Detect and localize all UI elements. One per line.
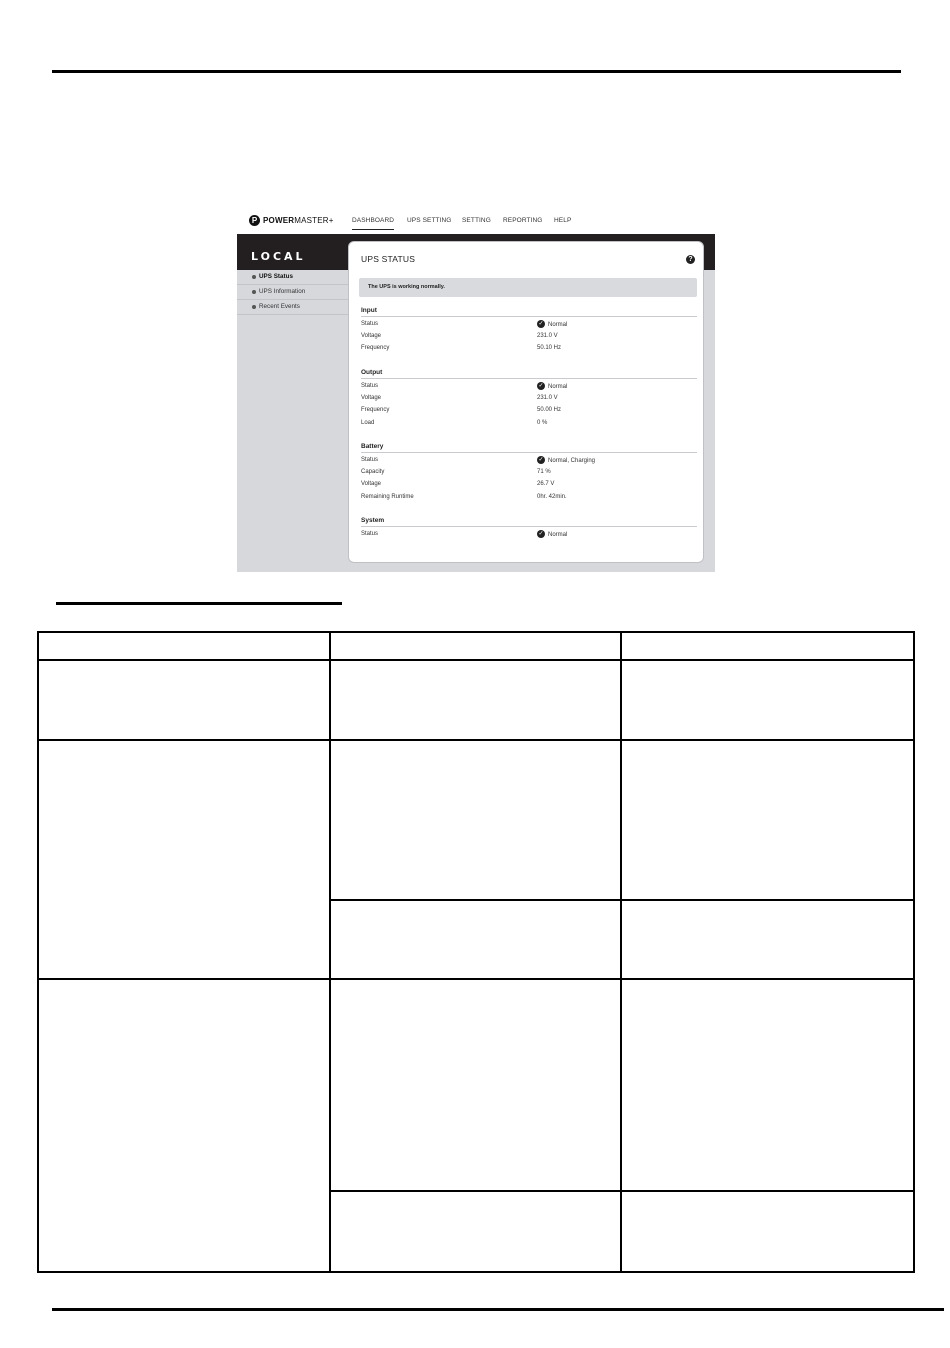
row-label: Load bbox=[361, 419, 375, 426]
row-value: Normal bbox=[548, 383, 568, 390]
voltage-row bbox=[361, 395, 697, 407]
section-output bbox=[361, 369, 697, 432]
row-value: 231.0 V bbox=[537, 395, 558, 402]
sidebar-item-label: UPS Information bbox=[259, 288, 306, 295]
status-row bbox=[361, 383, 697, 395]
row-label: Frequency bbox=[361, 345, 390, 352]
section-underline bbox=[56, 602, 342, 605]
row-label: Frequency bbox=[361, 407, 390, 414]
sidebar bbox=[237, 234, 348, 572]
row-value: 71 % bbox=[537, 469, 551, 476]
row-value: 26.7 V bbox=[537, 481, 555, 488]
row-label: Status bbox=[361, 321, 379, 327]
section-title: Battery bbox=[361, 443, 697, 453]
top-nav bbox=[237, 206, 715, 234]
nav-help[interactable]: HELP bbox=[554, 217, 572, 224]
sidebar-header bbox=[237, 234, 348, 270]
row-label: Voltage bbox=[361, 395, 382, 402]
top-rule bbox=[52, 70, 901, 73]
voltage-row bbox=[361, 333, 697, 345]
row-value: 0 % bbox=[537, 419, 548, 426]
bottom-rule bbox=[52, 1308, 944, 1311]
status-row bbox=[361, 457, 697, 469]
nav-reporting[interactable]: REPORTING bbox=[503, 217, 543, 224]
section-input bbox=[361, 307, 697, 358]
sidebar-title: LOCAL bbox=[251, 250, 306, 263]
row-label: Remaining Runtime bbox=[361, 493, 414, 500]
nav-setting[interactable]: SETTING bbox=[462, 217, 491, 224]
section-title: Input bbox=[361, 307, 697, 317]
nav-dashboard[interactable]: DASHBOARD bbox=[352, 217, 394, 230]
row-value: Normal, Charging bbox=[548, 457, 596, 464]
help-icon[interactable]: ? bbox=[686, 255, 695, 264]
bullet-icon bbox=[252, 290, 256, 294]
row-label: Status bbox=[361, 531, 379, 537]
load-row bbox=[361, 420, 697, 432]
row-value: 231.0 V bbox=[537, 333, 558, 340]
section-title: Output bbox=[361, 369, 697, 379]
row-label: Voltage bbox=[361, 481, 382, 488]
sidebar-item-label: UPS Status bbox=[259, 273, 293, 280]
capacity-row bbox=[361, 469, 697, 481]
frequency-row bbox=[361, 345, 697, 357]
row-label: Status bbox=[361, 457, 379, 463]
ups-status-screenshot bbox=[237, 206, 715, 572]
table-border bbox=[38, 632, 914, 1272]
sidebar-item-recent-events[interactable] bbox=[237, 300, 348, 315]
status-banner: The UPS is working normally. bbox=[359, 278, 697, 297]
powermaster-logo[interactable] bbox=[249, 215, 334, 226]
section-title: System bbox=[361, 517, 697, 527]
runtime-row bbox=[361, 494, 697, 506]
status-row bbox=[361, 321, 697, 333]
sidebar-item-ups-status[interactable] bbox=[237, 270, 348, 285]
sidebar-item-ups-information[interactable] bbox=[237, 285, 348, 300]
frequency-row bbox=[361, 407, 697, 419]
check-circle-icon: ✓ bbox=[538, 383, 544, 389]
row-label: Status bbox=[361, 383, 379, 389]
row-value: 50.10 Hz bbox=[537, 345, 562, 352]
row-value: Normal bbox=[548, 321, 568, 328]
row-label: Capacity bbox=[361, 469, 385, 476]
bullet-icon bbox=[252, 305, 256, 309]
logo-mark-icon: P bbox=[249, 215, 260, 226]
nav-ups-setting[interactable]: UPS SETTING bbox=[407, 217, 452, 224]
status-row bbox=[361, 531, 697, 543]
sidebar-item-label: Recent Events bbox=[259, 303, 300, 310]
row-value: Normal bbox=[548, 531, 568, 538]
ups-status-card bbox=[349, 242, 703, 562]
logo-text: POWERMASTER+ bbox=[263, 216, 334, 225]
row-label: Voltage bbox=[361, 333, 382, 340]
section-system bbox=[361, 517, 697, 543]
bullet-icon bbox=[252, 275, 256, 279]
voltage-row bbox=[361, 481, 697, 493]
row-value: 50.00 Hz bbox=[537, 407, 562, 414]
check-circle-icon: ✓ bbox=[538, 531, 544, 537]
section-battery bbox=[361, 443, 697, 506]
check-circle-icon: ✓ bbox=[538, 457, 544, 463]
row-value: 0hr. 42min. bbox=[537, 493, 567, 500]
check-circle-icon: ✓ bbox=[538, 321, 544, 327]
card-title: UPS STATUS bbox=[361, 254, 416, 264]
